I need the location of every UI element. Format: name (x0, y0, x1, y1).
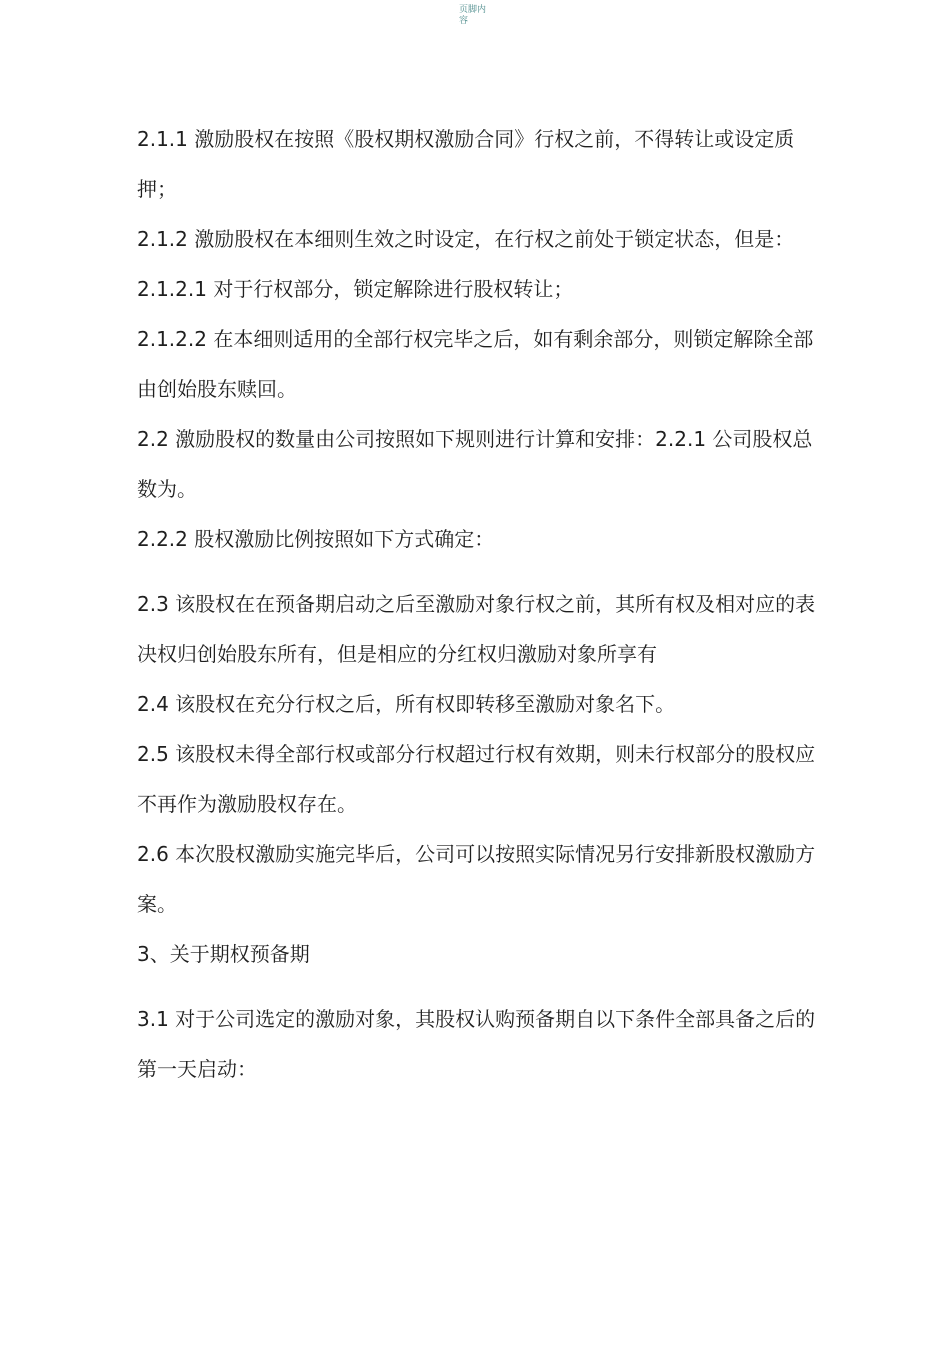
clause-3-1: 3.1 对于公司选定的激励对象，其股权认购预备期自以下条件全部具备之后的第一天启动： (137, 1007, 816, 1081)
clause-2-6: 2.6 本次股权激励实施完毕后，公司可以按照实际情况另行安排新股权激励方案。 (137, 842, 816, 916)
clause-2-1-2-2: 2.1.2.2 在本细则适用的全部行权完毕之后，如有剩余部分，则锁定解除全部由创始股东赎回。 (137, 327, 814, 401)
clause-2-1-1: 2.1.1 激励股权在按照《股权期权激励合同》行权之前，不得转让或设定质押； (137, 127, 795, 201)
clause-2-5: 2.5 该股权未得全部行权或部分行权超过行权有效期，则未行权部分的股权应不再作为激励股权存在。 (137, 742, 816, 816)
section-3-heading: 3、关于期权预备期 (137, 942, 310, 966)
document-body (137, 114, 827, 1094)
clause-2-2-2: 2.2.2 股权激励比例按照如下方式确定： (137, 527, 495, 551)
clause-2-3: 2.3 该股权在在预备期启动之后至激励对象行权之前，其所有权及相对应的表决权归创始股东所有，但是相应的分红权归激励对象所享有 (137, 592, 816, 666)
clause-2-4: 2.4 该股权在充分行权之后，所有权即转移至激励对象名下。 (137, 692, 676, 716)
clause-2-2: 2.2 激励股权的数量由公司按照如下规则进行计算和安排：2.2.1 公司股权总数为。 (137, 427, 813, 501)
clause-2-1-2-1: 2.1.2.1 对于行权部分，锁定解除进行股权转让； (137, 277, 574, 301)
clause-2-1-2: 2.1.2 激励股权在本细则生效之时设定，在行权之前处于锁定状态，但是： (137, 227, 795, 251)
page-header-text: 页脚内容 (459, 5, 487, 26)
